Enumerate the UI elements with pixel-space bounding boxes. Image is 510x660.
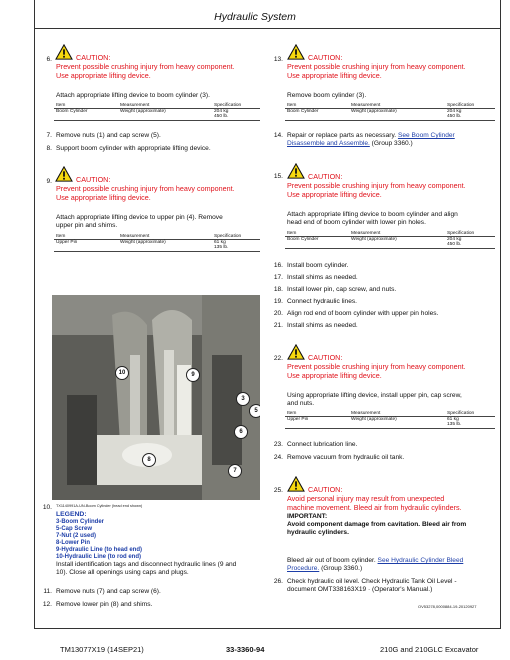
callout-7: 7 xyxy=(228,464,242,478)
legend-title: LEGEND: xyxy=(56,511,87,518)
step-14-line-1 xyxy=(287,132,455,140)
cell-spec-1: 204 kg xyxy=(214,109,229,115)
boom-cylinder-photo xyxy=(52,295,260,500)
th-item: Item xyxy=(54,103,118,109)
step-8-number: 8. xyxy=(46,145,52,152)
step-26-text-2: document OMT338163X19 · (Operator's Manual.) xyxy=(287,586,433,593)
warning-icon xyxy=(55,44,73,60)
step-25-group: (Group 3360.) xyxy=(321,565,363,572)
th-item: Item xyxy=(285,231,349,237)
legend-item-1: 3-Boom Cylinder xyxy=(56,519,105,525)
right-border xyxy=(500,28,501,628)
warning-icon xyxy=(287,344,305,360)
legend-item-6: 10-Hydraulic Line (to rod end) xyxy=(56,554,142,560)
step-9-number: 9. xyxy=(46,178,52,185)
caution-label: CAUTION: xyxy=(308,485,343,494)
spec-table xyxy=(285,231,495,249)
step-11-text: Remove nuts (7) and cap screw (6). xyxy=(56,588,161,595)
cell-spec-2: 135 lb. xyxy=(447,422,462,428)
callout-8: 8 xyxy=(142,453,156,467)
step-26-number: 26. xyxy=(273,578,283,585)
step-25-line-1 xyxy=(287,557,463,565)
step-24-number: 24. xyxy=(273,454,283,461)
cell-measurement: Weight (approximate) xyxy=(349,109,445,120)
callout-9: 9 xyxy=(186,368,200,382)
caution-label: CAUTION: xyxy=(76,175,111,184)
callout-6: 6 xyxy=(234,425,248,439)
step-14-group: (Group 3360.) xyxy=(371,140,413,147)
left-border xyxy=(34,28,35,628)
caution-text-2: Use appropriate lifting device. xyxy=(287,71,382,80)
step-16-number: 16. xyxy=(273,262,283,269)
important-label: IMPORTANT: xyxy=(287,513,328,520)
caution-text-1: Avoid personal injury may result from unexpected xyxy=(287,494,445,503)
th-measurement: Measurement xyxy=(349,103,445,109)
cell-item: Boom Cylinder xyxy=(285,109,349,120)
caution-text-2: Use appropriate lifting device. xyxy=(287,190,382,199)
step-25-line-2 xyxy=(287,565,362,573)
cell-spec-2: 135 lb. xyxy=(214,245,229,251)
cell-measurement: Weight (approximate) xyxy=(349,237,445,248)
caution-text-1: Prevent possible crushing injury from heavy component. xyxy=(56,62,235,71)
step-24-text: Remove vacuum from hydraulic oil tank. xyxy=(287,454,405,461)
cell-measurement: Weight (approximate) xyxy=(118,240,212,251)
step-17-number: 17. xyxy=(273,274,283,281)
footer-rule xyxy=(34,628,501,629)
step-10-text-2: 10). Close all openings using caps and plugs. xyxy=(56,569,189,576)
step-12-number: 12. xyxy=(42,601,52,608)
th-item: Item xyxy=(54,234,118,240)
th-measurement: Measurement xyxy=(118,234,212,240)
step-13-text: Remove boom cylinder (3). xyxy=(287,92,367,99)
caution-text-2: machine movement. Bleed air from hydraulic cylinders. xyxy=(287,503,462,512)
caution-text-1: Prevent possible crushing injury from heavy component. xyxy=(287,362,466,371)
th-item: Item xyxy=(285,411,349,417)
cell-item: Boom Cylinder xyxy=(54,109,118,120)
caution-text-1: Prevent possible crushing injury from heavy component. xyxy=(287,181,466,190)
step-10-text-1: Install identification tags and disconnect hydraulic lines (9 and xyxy=(56,561,237,568)
link-hydraulic-cylinder-bleed[interactable]: See Hydraulic Cylinder Bleed xyxy=(377,557,464,564)
th-spec: Specification xyxy=(212,234,260,240)
spec-table xyxy=(285,103,495,121)
cell-spec-1: 204 kg xyxy=(447,109,462,115)
step-15-text-1: Attach appropriate lifting device to boom cylinder and align xyxy=(287,211,458,218)
caution-text-2: Use appropriate lifting device. xyxy=(56,193,151,202)
caution-text-1: Prevent possible crushing injury from heavy component. xyxy=(287,62,466,71)
step-17-text: Install shims as needed. xyxy=(287,274,358,281)
footer-right: 210G and 210GLC Excavator xyxy=(380,645,479,654)
link-hydraulic-cylinder-bleed-2[interactable]: Procedure. xyxy=(287,565,320,572)
step-23-text: Connect lubrication line. xyxy=(287,441,358,448)
th-spec: Specification xyxy=(212,103,260,109)
callout-5: 5 xyxy=(249,404,260,418)
caution-label: CAUTION: xyxy=(76,53,111,62)
warning-icon xyxy=(287,44,305,60)
step-21-text: Install shims as needed. xyxy=(287,322,358,329)
step-9-text-2: upper pin and shims. xyxy=(56,222,118,229)
spec-table xyxy=(285,411,495,429)
important-text-1: Avoid component damage from cavitation. Bleed air from xyxy=(287,521,467,528)
link-boom-cylinder-disassemble[interactable]: See Boom Cylinder xyxy=(397,132,455,139)
legend-item-3: 7-Nut (2 used) xyxy=(56,533,97,539)
th-measurement: Measurement xyxy=(349,411,445,417)
legend-item-4: 8-Lower Pin xyxy=(56,540,91,546)
cell-spec-2: 450 lb. xyxy=(214,114,229,120)
warning-icon xyxy=(55,166,73,182)
step-6-number: 6. xyxy=(46,56,52,63)
step-18-text: Install lower pin, cap screw, and nuts. xyxy=(287,286,397,293)
spec-table xyxy=(54,234,260,252)
step-25-number: 25. xyxy=(273,487,283,494)
cell-item: Upper Pin xyxy=(285,417,349,428)
cell-spec-2: 450 lb. xyxy=(447,242,462,248)
cell-spec-2: 450 lb. xyxy=(447,114,462,120)
step-9-text-1: Attach appropriate lifting device to upper pin (4). Remove xyxy=(56,214,223,221)
page-title: Hydraulic System xyxy=(214,11,296,23)
step-13-number: 13. xyxy=(273,56,283,63)
caution-label: CAUTION: xyxy=(308,172,343,181)
caution-text-1: Prevent possible crushing injury from heavy component. xyxy=(56,184,235,193)
step-11-number: 11. xyxy=(43,588,52,595)
photo-caption: TX1140991A-UN-Boom Cylinder (head end shown) xyxy=(56,504,143,508)
step-14-line-2 xyxy=(287,140,413,148)
step-12-text: Remove lower pin (8) and shims. xyxy=(56,601,153,608)
warning-icon xyxy=(287,476,305,492)
step-20-text: Align rod end of boom cylinder with upper pin holes. xyxy=(287,310,439,317)
th-measurement: Measurement xyxy=(349,231,445,237)
step-26-text-1: Check hydraulic oil level. Check Hydraulic Tank Oil Level - xyxy=(287,578,457,585)
footer-left: TM13077X19 (14SEP21) xyxy=(60,645,144,654)
step-22-text-2: and nuts. xyxy=(287,400,315,407)
important-text-2: hydraulic cylinders. xyxy=(287,529,349,536)
th-spec: Specification xyxy=(445,411,495,417)
step-7-text: Remove nuts (1) and cap screw (5). xyxy=(56,132,161,139)
cell-spec-1: 61 kg xyxy=(447,417,459,423)
th-measurement: Measurement xyxy=(118,103,212,109)
cell-spec-1: 61 kg xyxy=(214,240,226,246)
step-15-text-2: head end of boom cylinder with lower pin holes. xyxy=(287,219,426,226)
caution-label: CAUTION: xyxy=(308,353,343,362)
doc-id: OV53278,0000884-19-20120927 xyxy=(418,604,477,609)
caution-text-2: Use appropriate lifting device. xyxy=(56,71,151,80)
legend-item-2: 5-Cap Screw xyxy=(56,526,93,532)
cell-item: Boom Cylinder xyxy=(285,237,349,248)
step-14-number: 14. xyxy=(273,132,283,139)
th-spec: Specification xyxy=(445,231,495,237)
cell-spec-1: 204 kg xyxy=(447,237,462,243)
step-22-text-1: Using appropriate lifting device, install upper pin, cap screw, xyxy=(287,392,462,399)
step-7-number: 7. xyxy=(46,132,52,139)
step-16-text: Install boom cylinder. xyxy=(287,262,349,269)
link-boom-cylinder-disassemble-2[interactable]: Disassemble and Assemble. xyxy=(287,140,370,147)
step-21-number: 21. xyxy=(273,322,283,329)
th-item: Item xyxy=(285,103,349,109)
step-15-number: 15. xyxy=(273,173,283,180)
step-19-number: 19. xyxy=(273,298,283,305)
step-8-text: Support boom cylinder with appropriate lifting device. xyxy=(56,145,211,152)
step-6-text: Attach appropriate lifting device to boom cylinder (3). xyxy=(56,92,210,99)
step-25-text: Bleed air out of boom cylinder. xyxy=(287,557,376,564)
callout-3: 3 xyxy=(236,392,250,406)
step-19-text: Connect hydraulic lines. xyxy=(287,298,358,305)
th-spec: Specification xyxy=(445,103,495,109)
cell-measurement: Weight (approximate) xyxy=(118,109,212,120)
cell-measurement: Weight (approximate) xyxy=(349,417,445,428)
footer-page-number: 33-3360-94 xyxy=(226,645,265,654)
legend-item-5: 9-Hydraulic Line (to head end) xyxy=(56,547,143,553)
step-20-number: 20. xyxy=(273,310,283,317)
step-23-number: 23. xyxy=(273,441,283,448)
cell-item: Upper Pin xyxy=(54,240,118,251)
warning-icon xyxy=(287,163,305,179)
step-22-number: 22. xyxy=(273,355,283,362)
callout-10: 10 xyxy=(115,366,129,380)
caution-label: CAUTION: xyxy=(308,53,343,62)
step-18-number: 18. xyxy=(273,286,283,293)
step-10-number: 10. xyxy=(42,504,52,511)
caution-text-2: Use appropriate lifting device. xyxy=(287,371,382,380)
step-14-text: Repair or replace parts as necessary. xyxy=(287,132,397,139)
spec-table xyxy=(54,103,260,121)
